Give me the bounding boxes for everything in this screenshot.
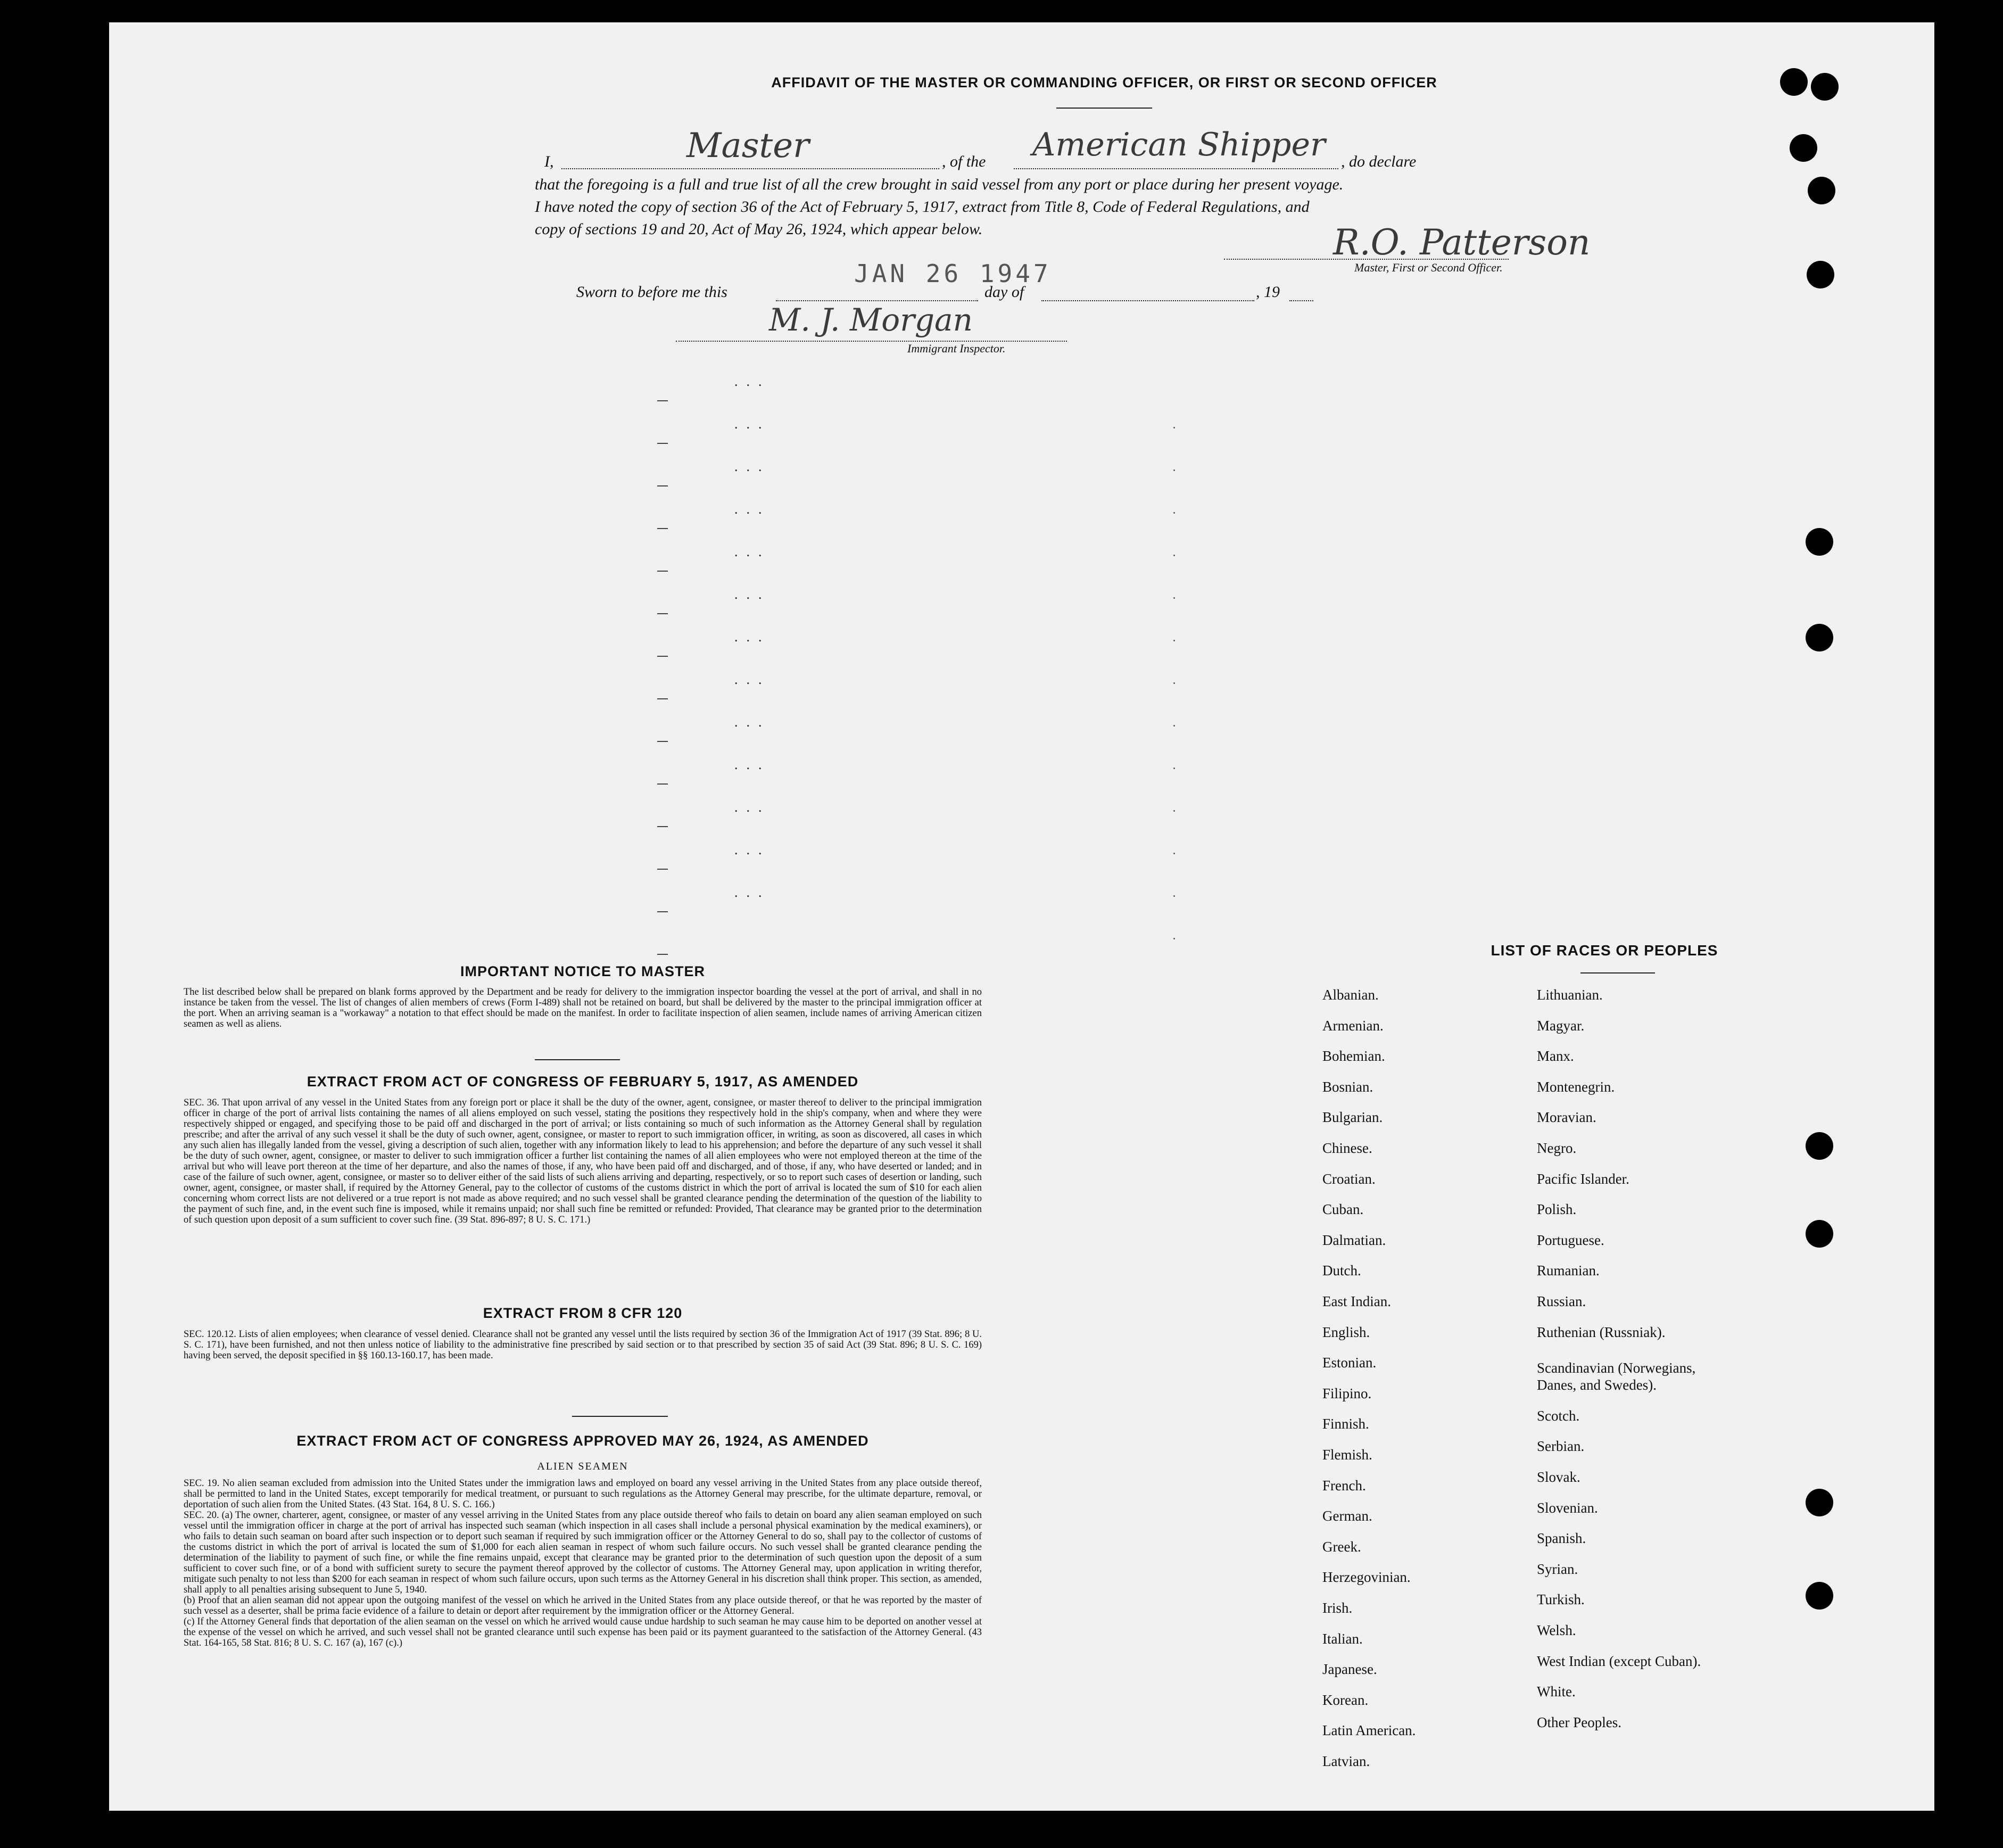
notice-title: IMPORTANT NOTICE TO MASTER bbox=[460, 963, 705, 979]
binder-hole bbox=[1806, 1582, 1833, 1610]
binder-hole bbox=[1780, 68, 1808, 96]
race-item: Negro. bbox=[1537, 1140, 1577, 1156]
extract-1917-text: SEC. 36. That upon arrival of any vessel in the United States from any foreign port or place it shall be the duty of the owner, agent, consignee, or master thereof to deliver to the principal immigration officer in charge of the port of arrival lists containing the names of all aliens employed on such vessel, stating the positions they respectively hold in the ship's company, when and where they were respectively shipped or engaged, and specifying those to be paid off and discharged in the port of arrival; or lists containing so much of such information as the Attorney General shall by regulation prescribe; and after the arrival of any such vessel it shall be the duty of such owner, agent, consignee, or master to report to such immigration officer, in writing, as soon as discovered, all cases in which any such alien has illegally landed from the vessel, giving a description of such alien, together with any information likely to lead to his apprehension; and before the departure of any such vessel it shall be the duty of such owner, agent, consignee, or master to deliver to such immigration officer a further list containing the names of all alien employees who were not employed thereon at the time of the arrival but who will leave port thereon at the time of her departure, and also the names of those, if any, who have been paid off and discharged, and of those, if any, who have deserted or landed; and in case of the failure of such owner, agent, consignee, or master so to deliver either of the said lists of such aliens arriving and departing, respectively, or so to report such cases of desertion or landing, such owner, agent, consignee, or master shall, if required by the Attorney General, pay to the collector of customs of the customs district in which the port of arrival is located the sum of $10 for each alien concerning whom correct lists are not delivered or a true report is not made as above required; and no such vessel shall be granted clearance pending the determination of the question of the liability to the payment of such fine, and, in the event such fine is imposed, while it remains unpaid; nor shall such fine be remitted or refunded: Provided, That clearance may be granted prior to the determination of such question upon deposit of a sum sufficient to cover such fine. (39 Stat. 896-897; 8 U. S. C. 171.) bbox=[184, 1098, 982, 1225]
race-item: English. bbox=[1322, 1324, 1370, 1340]
binder-hole bbox=[1806, 528, 1833, 556]
race-item: Croatian. bbox=[1322, 1170, 1376, 1187]
extract-cfr-title: EXTRACT FROM 8 CFR 120 bbox=[483, 1305, 683, 1321]
inspector-caption: Immigrant Inspector. bbox=[907, 342, 1006, 355]
race-item: Armenian. bbox=[1322, 1017, 1384, 1034]
sworn-day-field[interactable] bbox=[776, 286, 978, 301]
vessel-handwritten: American Shipper bbox=[1032, 126, 1326, 163]
race-item: Dalmatian. bbox=[1322, 1232, 1386, 1248]
sworn-year-field[interactable] bbox=[1289, 286, 1313, 301]
race-item: Serbian. bbox=[1537, 1438, 1585, 1455]
inspector-signature: M. J. Morgan bbox=[769, 302, 973, 338]
race-item: Irish. bbox=[1322, 1600, 1353, 1616]
race-item: Scotch. bbox=[1537, 1407, 1580, 1424]
race-item: Japanese. bbox=[1322, 1661, 1377, 1678]
race-item: Bohemian. bbox=[1322, 1048, 1385, 1065]
race-item: Flemish. bbox=[1322, 1447, 1372, 1463]
race-item: Estonian. bbox=[1322, 1355, 1377, 1371]
of-the-label: , of the bbox=[942, 153, 986, 170]
master-signature: R.O. Patterson bbox=[1333, 222, 1591, 263]
race-item: Dutch. bbox=[1322, 1263, 1361, 1279]
race-item: Portuguese. bbox=[1537, 1232, 1604, 1248]
race-item: Italian. bbox=[1322, 1630, 1363, 1647]
binder-hole bbox=[1790, 134, 1817, 162]
race-item: Albanian. bbox=[1322, 987, 1379, 1003]
race-item: Korean. bbox=[1322, 1692, 1369, 1708]
race-item: Spanish. bbox=[1537, 1530, 1586, 1547]
extract-cfr-text: SEC. 120.12. Lists of alien employees; when clearance of vessel denied. Clearance shall not be granted any vessel until the lists required by section 36 of the Immigration Act of 1917 (39 Stat. 896; 8 U. S. C. 171), have been furnished, and not then unless notice of liability to the administrative fine prescribed by said section or to that prescribed by section 35 of said Act (39 Stat. 896; 8 U. S. C. 169) having been served, the deposit specified in §§ 160.13-160.17, has been made. bbox=[184, 1329, 982, 1361]
race-item: Other Peoples. bbox=[1537, 1714, 1621, 1730]
race-item: Manx. bbox=[1537, 1048, 1574, 1065]
affidavit-title: AFFIDAVIT OF THE MASTER OR COMMANDING OFFICER, OR FIRST OR SECOND OFFICER bbox=[771, 75, 1437, 90]
year-label: , 19 bbox=[1256, 283, 1280, 301]
extract-1924-title: EXTRACT FROM ACT OF CONGRESS APPROVED MAY 26, 1924, AS AMENDED bbox=[296, 1433, 869, 1449]
document-page: AFFIDAVIT OF THE MASTER OR COMMANDING OFFICER, OR FIRST OR SECOND OFFICER I, Master , of the American Shipper , do declare that the foregoing is a full and true list of all the crew brought in said vessel from any port or place during her present voyage. I have noted the copy of section 36 of the Act of February 5, 1917, extract from Title 8, Code of Federal Regulations, and copy of sections 19 and 20, Act of May 26, 1924, which appear below. R.O. Patterson Master, First or Second Officer. JAN 26 1947 Sworn to before me this day of , 19 M. J. Morgan Immigrant Inspector. ... ... ... ... ... ... ... ... ... ... ... ... ... IMPORTANT NOTICE TO MASTER The list described below shall be prepared on blank forms approved by the Department and be ready for delivery to the immigration inspector boarding the vessel at the port of arrival, and shall in no instance be taken from the vessel. The list of changes of alien members of crews (Form I-489) shall not be retained on board, but shall be delivered by the master to the principal immigration officer at the port. When an arriving seaman is a "workaway" a notation to that effect should be made on the manifest. In order to facilitate inspection of alien seamen, include names of arriving American citizen seamen as well as aliens. EXTRACT FROM ACT OF CONGRESS OF FEBRUARY 5, 1917, AS AMENDED SEC. 36. That upon arrival of any vessel in the United States from any foreign port or place it shall be the duty of the owner, agent, consignee, or master thereof to deliver to the principal immigration officer in charge of the port of arrival lists containing the names of all aliens employed on such vessel, stating the positions they respectively hold in the ship's company, when and where they were respectively shipped or engaged, and specifying those to be paid off and discharged in the port of arrival; or lists containing so much of such information as the Attorney General shall by regulation prescribe; and after the arrival of any such vessel it shall be the duty of such owner, agent, consignee, or master to report to such immigration officer, in writing, as soon as discovered, all cases in which any such alien has illegally landed from the vessel, giving a description of such alien, together with any information likely to lead to his apprehension; and before the departure of any such vessel it shall be the duty of such owner, agent, consignee, or master to deliver to such immigration officer a further list containing the names of all alien employees who were not employed thereon at the time of the arrival but who will leave port thereon at the time of her departure, and also the names of those, if any, who have been paid off and discharged, and of those, if any, who have deserted or landed; and in case of the failure of such owner, agent, consignee, or master so to deliver either of the said lists of such aliens arriving and departing, respectively, or so to report such cases of desertion or landing, such owner, agent, consignee, or master shall, if required by the Attorney General, pay to the collector of customs of the customs district in which the port of arrival is located the sum of $10 for each alien concerning whom correct lists are not delivered or a true report is not made as above required; and no such vessel shall be granted clearance pending the determination of the question of the liability to the payment of such fine, and, in the event such fine is imposed, while it remains unpaid; nor shall such fine be remitted or refunded: Provided, That clearance may be granted prior to the determination of such question upon deposit of a sum sufficient to cover such fine. (39 Stat. 896-897; 8 U. S. C. 171.) EXTRACT FROM 8 CFR 120 SEC. 120.12. Lists of alien employees; when clearance of vessel denied. Clearance shall not be granted any vessel until the lists required by section 36 of the Immigration Act of 1917 (39 Stat. 896; 8 U. S. C. 171), have been furnished, and not then unless notice of liability to the administrative fine prescribed by said section or to that prescribed by section 35 of said Act (39 Stat. 896; 8 U. S. C. 169) having been served, the deposit specified in §§ 160.13-160.17, has been made. EXTRACT FROM ACT OF CONGRESS APPROVED MAY 26, 1924, AS AMENDED ALIEN SEAMEN SEC. 19. No alien seaman excluded from admission into the United States under the immigration laws and employed on board any vessel arriving in the United States from any place outside thereof, shall be permitted to land in the United States, except temporarily for medical treatment, or pursuant to such regulations as the Attorney General may prescribe, for the ultimate departure, removal, or deportation of such alien from the United States. (43 Stat. 164, 8 U. S. C. 166.) SEC. 20. (a) The owner, charterer, agent, consignee, or master of any vessel arriving in the United States from any place outside thereof who fails to detain on board any alien seaman employed on such vessel until the immigration officer in charge at the port of arrival has inspected such seaman (which inspection in all cases shall include a personal physical examination by the medical examiners), or who fails to detain such seaman on board after such inspection or to deport such seaman if required by such immigration officer or the Attorney General to do so, shall pay to the collector of customs of the customs district in which the port of arrival is located the sum of $1,000 for each alien seaman in respect of whom such failure occurs. No such vessel shall be granted clearance pending the determination of the liability to payment of such fine, or while the fine remains unpaid, except that clearance may be granted prior to the determination of such question upon the deposit of a sum sufficient to cover such fine, or of a bond with sufficient surety to secure the payment thereof approved by the collector of customs. The Attorney General may, upon application in writing therefor, mitigate such penalty to not less than $200 for each seaman in respect of whom such failure occurs, upon such terms as the Attorney General in his discretion shall think proper. This section, as amended, shall apply to all penalties arising subsequent to June 5, 1940. (b) Proof that an alien seaman did not appear upon the outgoing manifest of the vessel on which he arrived in the United States from any place outside thereof, or that he was reported by the master of such vessel as a deserter, shall be prima facie evidence of a failure to detain or deport after requirement by the immigration officer or the Attorney General. (c) If the Attorney General finds that deportation of the alien seaman on the vessel on which he arrived would cause undue hardship to such seaman he may cause him to be deported on another vessel at the expense of the vessel on which he arrived, and such vessel shall not be granted clearance until such expense has been paid or its payment guaranteed to the satisfaction of the Attorney General. (43 Stat. 164-165, 58 Stat. 816; 8 U. S. C. 167 (a), 167 (c).) LIST OF RACES OR PEOPLES Albanian. Armenian. Bohemian. Bosnian. Bulgarian. Chinese. Croatian. Cuban. Dalmatian. Dutch. East Indian. English. Estonian. Filipino. Finnish. Flemish. French. German. Greek. Herzegovinian. Irish. Italian. Japanese. Korean. Latin American. Latvian. Lithuanian. Magyar. Manx. Montenegrin. Moravian. Negro. Pacific Islander. Polish. Portuguese. Rumanian. Russian. Ruthenian (Russniak). Scandinavian (Norwegians, Danes, and Swedes). Scotch. Serbian. Slovak. Slovenian. Spanish. Syrian. Turkish. Welsh. West Indian (except Cuban). White. Other Peoples. bbox=[109, 22, 1934, 1811]
binder-hole bbox=[1808, 177, 1835, 204]
declare-label: , do declare bbox=[1341, 153, 1417, 170]
race-item: Ruthenian (Russniak). bbox=[1537, 1324, 1666, 1340]
sec-19-text: SEC. 19. No alien seaman excluded from admission into the United States under the immigration laws and employed on board any vessel arriving in the United States from any place outside thereof, shall be permitted to land in the United States, except temporarily for medical treatment, or pursuant to such regulations as the Attorney General may prescribe, for the ultimate departure, removal, or deportation of such alien from the United States. (43 Stat. 164, 8 U. S. C. 166.) bbox=[184, 1478, 982, 1510]
extract-1924-body bbox=[184, 1478, 982, 1648]
day-of-label: day of bbox=[984, 283, 1024, 301]
date-stamp: JAN 26 1947 bbox=[854, 259, 1052, 288]
sec-20c-text: (c) If the Attorney General finds that deportation of the alien seaman on the vessel on which he arrived would cause undue hardship to such seaman he may cause him to be deported on another vessel at the expense of the vessel on which he arrived, and such vessel shall not be granted clearance until such expense has been paid or its payment guaranteed to the satisfaction of the Attorney General. (43 Stat. 164-165, 58 Stat. 816; 8 U. S. C. 167 (a), 167 (c).) bbox=[184, 1616, 982, 1648]
master-signature-line[interactable] bbox=[1224, 258, 1509, 260]
affidavit-line-3: I have noted the copy of section 36 of the Act of February 5, 1917, extract from Title 8, Code of Federal Regulations, and bbox=[535, 198, 1310, 216]
sworn-month-field[interactable] bbox=[1041, 286, 1254, 301]
inspector-signature-line[interactable] bbox=[676, 340, 1067, 342]
race-item: Danes, and Swedes). bbox=[1537, 1377, 1657, 1393]
title-rule bbox=[1056, 108, 1152, 109]
race-item: Bulgarian. bbox=[1322, 1109, 1383, 1126]
extract-1924-subtitle: ALIEN SEAMEN bbox=[537, 1461, 628, 1472]
race-item: Welsh. bbox=[1537, 1622, 1576, 1638]
race-item: Magyar. bbox=[1537, 1017, 1585, 1034]
race-item: Filipino. bbox=[1322, 1385, 1372, 1401]
race-item: Moravian. bbox=[1537, 1109, 1596, 1126]
sec-20a-text: SEC. 20. (a) The owner, charterer, agent, consignee, or master of any vessel arriving in the United States from any place outside thereof who fails to detain on board any alien seaman employed on such vessel until the immigration officer in charge at the port of arrival has inspected such seaman (which inspection in all cases shall include a personal physical examination by the medical examiners), or who fails to detain such seaman on board after such inspection or to deport such seaman if required by such immigration officer or the Attorney General to do so, shall pay to the collector of customs of the customs district in which the port of arrival is located the sum of $1,000 for each alien seaman in respect of whom such failure occurs. No such vessel shall be granted clearance pending the determination of the liability to payment of such fine, or while the fine remains unpaid, except that clearance may be granted prior to the determination of such question upon the deposit of a sum sufficient to cover such fine, or of a bond with sufficient surety to secure the payment thereof approved by the collector of customs. The Attorney General may, upon application in writing therefor, mitigate such penalty to not less than $200 for each seaman in respect of whom such failure occurs, upon such terms as the Attorney General in his discretion shall think proper. This section, as amended, shall apply to all penalties arising subsequent to June 5, 1940. bbox=[184, 1510, 982, 1595]
extract-1917-title: EXTRACT FROM ACT OF CONGRESS OF FEBRUARY 5, 1917, AS AMENDED bbox=[307, 1074, 859, 1090]
affidavit-line-4: copy of sections 19 and 20, Act of May 26, 1924, which appear below. bbox=[535, 220, 983, 238]
race-item: Latvian. bbox=[1322, 1753, 1370, 1769]
race-item: German. bbox=[1322, 1508, 1372, 1524]
race-item: Herzegovinian. bbox=[1322, 1569, 1411, 1586]
race-item: Syrian. bbox=[1537, 1561, 1578, 1577]
sworn-label: Sworn to before me this bbox=[576, 283, 727, 301]
race-item: Chinese. bbox=[1322, 1140, 1372, 1156]
race-item: Bosnian. bbox=[1322, 1078, 1373, 1095]
race-item: Finnish. bbox=[1322, 1416, 1369, 1432]
race-item: Scandinavian (Norwegians, bbox=[1537, 1360, 1696, 1376]
sec-20b-text: (b) Proof that an alien seaman did not appear upon the outgoing manifest of the vessel on which he arrived in the United States from any place outside thereof, or that he was reported by the master of such vessel as a deserter, shall be prima facie evidence of a failure to detain or deport after requirement by the immigration officer or the Attorney General. bbox=[184, 1595, 982, 1616]
affidavit-line-2: that the foregoing is a full and true list of all the crew brought in said vessel from any port or place during her present voyage. bbox=[535, 176, 1344, 193]
race-item: Pacific Islander. bbox=[1537, 1170, 1629, 1187]
races-rule bbox=[1580, 972, 1655, 974]
race-item: Russian. bbox=[1537, 1293, 1586, 1309]
race-item: Polish. bbox=[1537, 1201, 1577, 1218]
binder-hole bbox=[1807, 261, 1834, 288]
race-item: West Indian (except Cuban). bbox=[1537, 1653, 1701, 1669]
affidavit-i-label: I, bbox=[544, 153, 554, 170]
binder-hole bbox=[1806, 1132, 1833, 1160]
cfr-rule bbox=[572, 1416, 668, 1417]
binder-hole bbox=[1811, 73, 1839, 101]
name-handwritten: Master bbox=[686, 126, 809, 166]
notice-rule bbox=[535, 1059, 620, 1060]
binder-hole bbox=[1806, 1220, 1833, 1248]
race-item: Turkish. bbox=[1537, 1591, 1585, 1608]
race-item: Slovenian. bbox=[1537, 1499, 1598, 1516]
race-item: Montenegrin. bbox=[1537, 1078, 1615, 1095]
race-item: Lithuanian. bbox=[1537, 987, 1603, 1003]
notice-text: The list described below shall be prepared on blank forms approved by the Department and be ready for delivery to the immigration inspector boarding the vessel at the port of arrival, and shall in no instance be taken from the vessel. The list of changes of alien members of crews (Form I-489) shall not be retained on board, but shall be delivered by the master to the principal immigration officer at the port. When an arriving seaman is a "workaway" a notation to that effect should be made on the manifest. In order to facilitate inspection of alien seamen, include names of arriving American citizen seamen as well as aliens. bbox=[184, 987, 982, 1029]
race-item: Slovak. bbox=[1537, 1469, 1580, 1485]
race-item: French. bbox=[1322, 1477, 1366, 1494]
race-item: East Indian. bbox=[1322, 1293, 1391, 1309]
races-title: LIST OF RACES OR PEOPLES bbox=[1491, 942, 1718, 959]
binder-hole bbox=[1806, 624, 1833, 651]
race-item: White. bbox=[1537, 1684, 1576, 1700]
race-item: Rumanian. bbox=[1537, 1263, 1600, 1279]
race-item: Cuban. bbox=[1322, 1201, 1364, 1218]
master-caption: Master, First or Second Officer. bbox=[1354, 261, 1503, 274]
binder-hole bbox=[1806, 1489, 1833, 1516]
race-item: Latin American. bbox=[1322, 1722, 1416, 1739]
race-item: Greek. bbox=[1322, 1538, 1361, 1555]
